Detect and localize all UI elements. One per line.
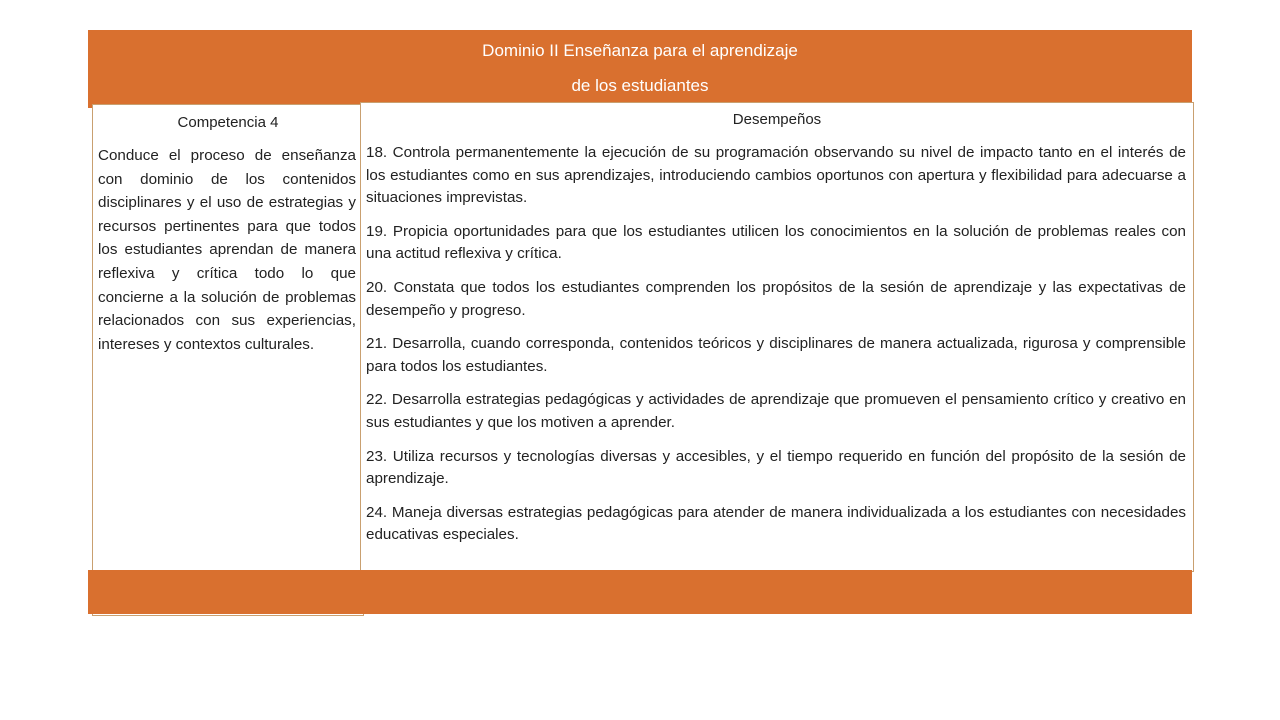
desempeno-item-18: 18. Controla permanentemente la ejecución de su programación observando su nivel de impacto tanto en el interés de los estudiantes como en sus aprendizajes, introduciendo cambios oportunos con apertura y flexibilidad para adecuarse a situaciones imprevistas. [366, 144, 1186, 207]
competencia-text: Conduce el proceso de enseñanza con dominio de los contenidos disciplinares y el uso de estrategias y recursos pertinentes para que todos los estudiantes aprendan de manera reflexiva y crítica todo lo que concierne a la solución de problemas relacionados con sus experiencias, intereses y contextos culturales. [98, 147, 356, 353]
desempeno-item-20: 20. Constata que todos los estudiantes comprenden los propósitos de la sesión de aprendizaje y las expectativas de desempeño y progreso. [366, 278, 1186, 319]
desempenos-list [366, 142, 1186, 558]
desempeno-item-23: 23. Utiliza recursos y tecnologías diversas y accesibles, y el tiempo requerido en función del propósito de la sesión de aprendizaje. [366, 447, 1186, 488]
desempeno-item-19: 19. Propicia oportunidades para que los estudiantes utilicen los conocimientos en la solución de problemas reales con una actitud reflexiva y crítica. [366, 222, 1186, 263]
desempeno-item-21: 21. Desarrolla, cuando corresponda, contenidos teóricos y disciplinares de manera actualizada, rigurosa y comprensible para todos los estudiantes. [366, 335, 1186, 375]
header-title-line1: Dominio II Enseñanza para el aprendizaje [482, 41, 798, 60]
desempenos-heading: Desempeños [732, 111, 822, 128]
header-title [88, 30, 1192, 95]
desempeno-item-24: 24. Maneja diversas estrategias pedagógicas para atender de manera individualizada a los estudiantes con necesidades educativas especiales. [366, 503, 1186, 544]
competencia-heading: Competencia 4 [177, 114, 279, 131]
desempeno-item-22: 22. Desarrolla estrategias pedagógicas y actividades de aprendizaje que promueven el pensamiento crítico y creativo en sus estudiantes y que los motiven a aprender. [366, 391, 1186, 431]
footer-band [88, 570, 1192, 614]
header-title-line2: de los estudiantes [571, 76, 709, 95]
